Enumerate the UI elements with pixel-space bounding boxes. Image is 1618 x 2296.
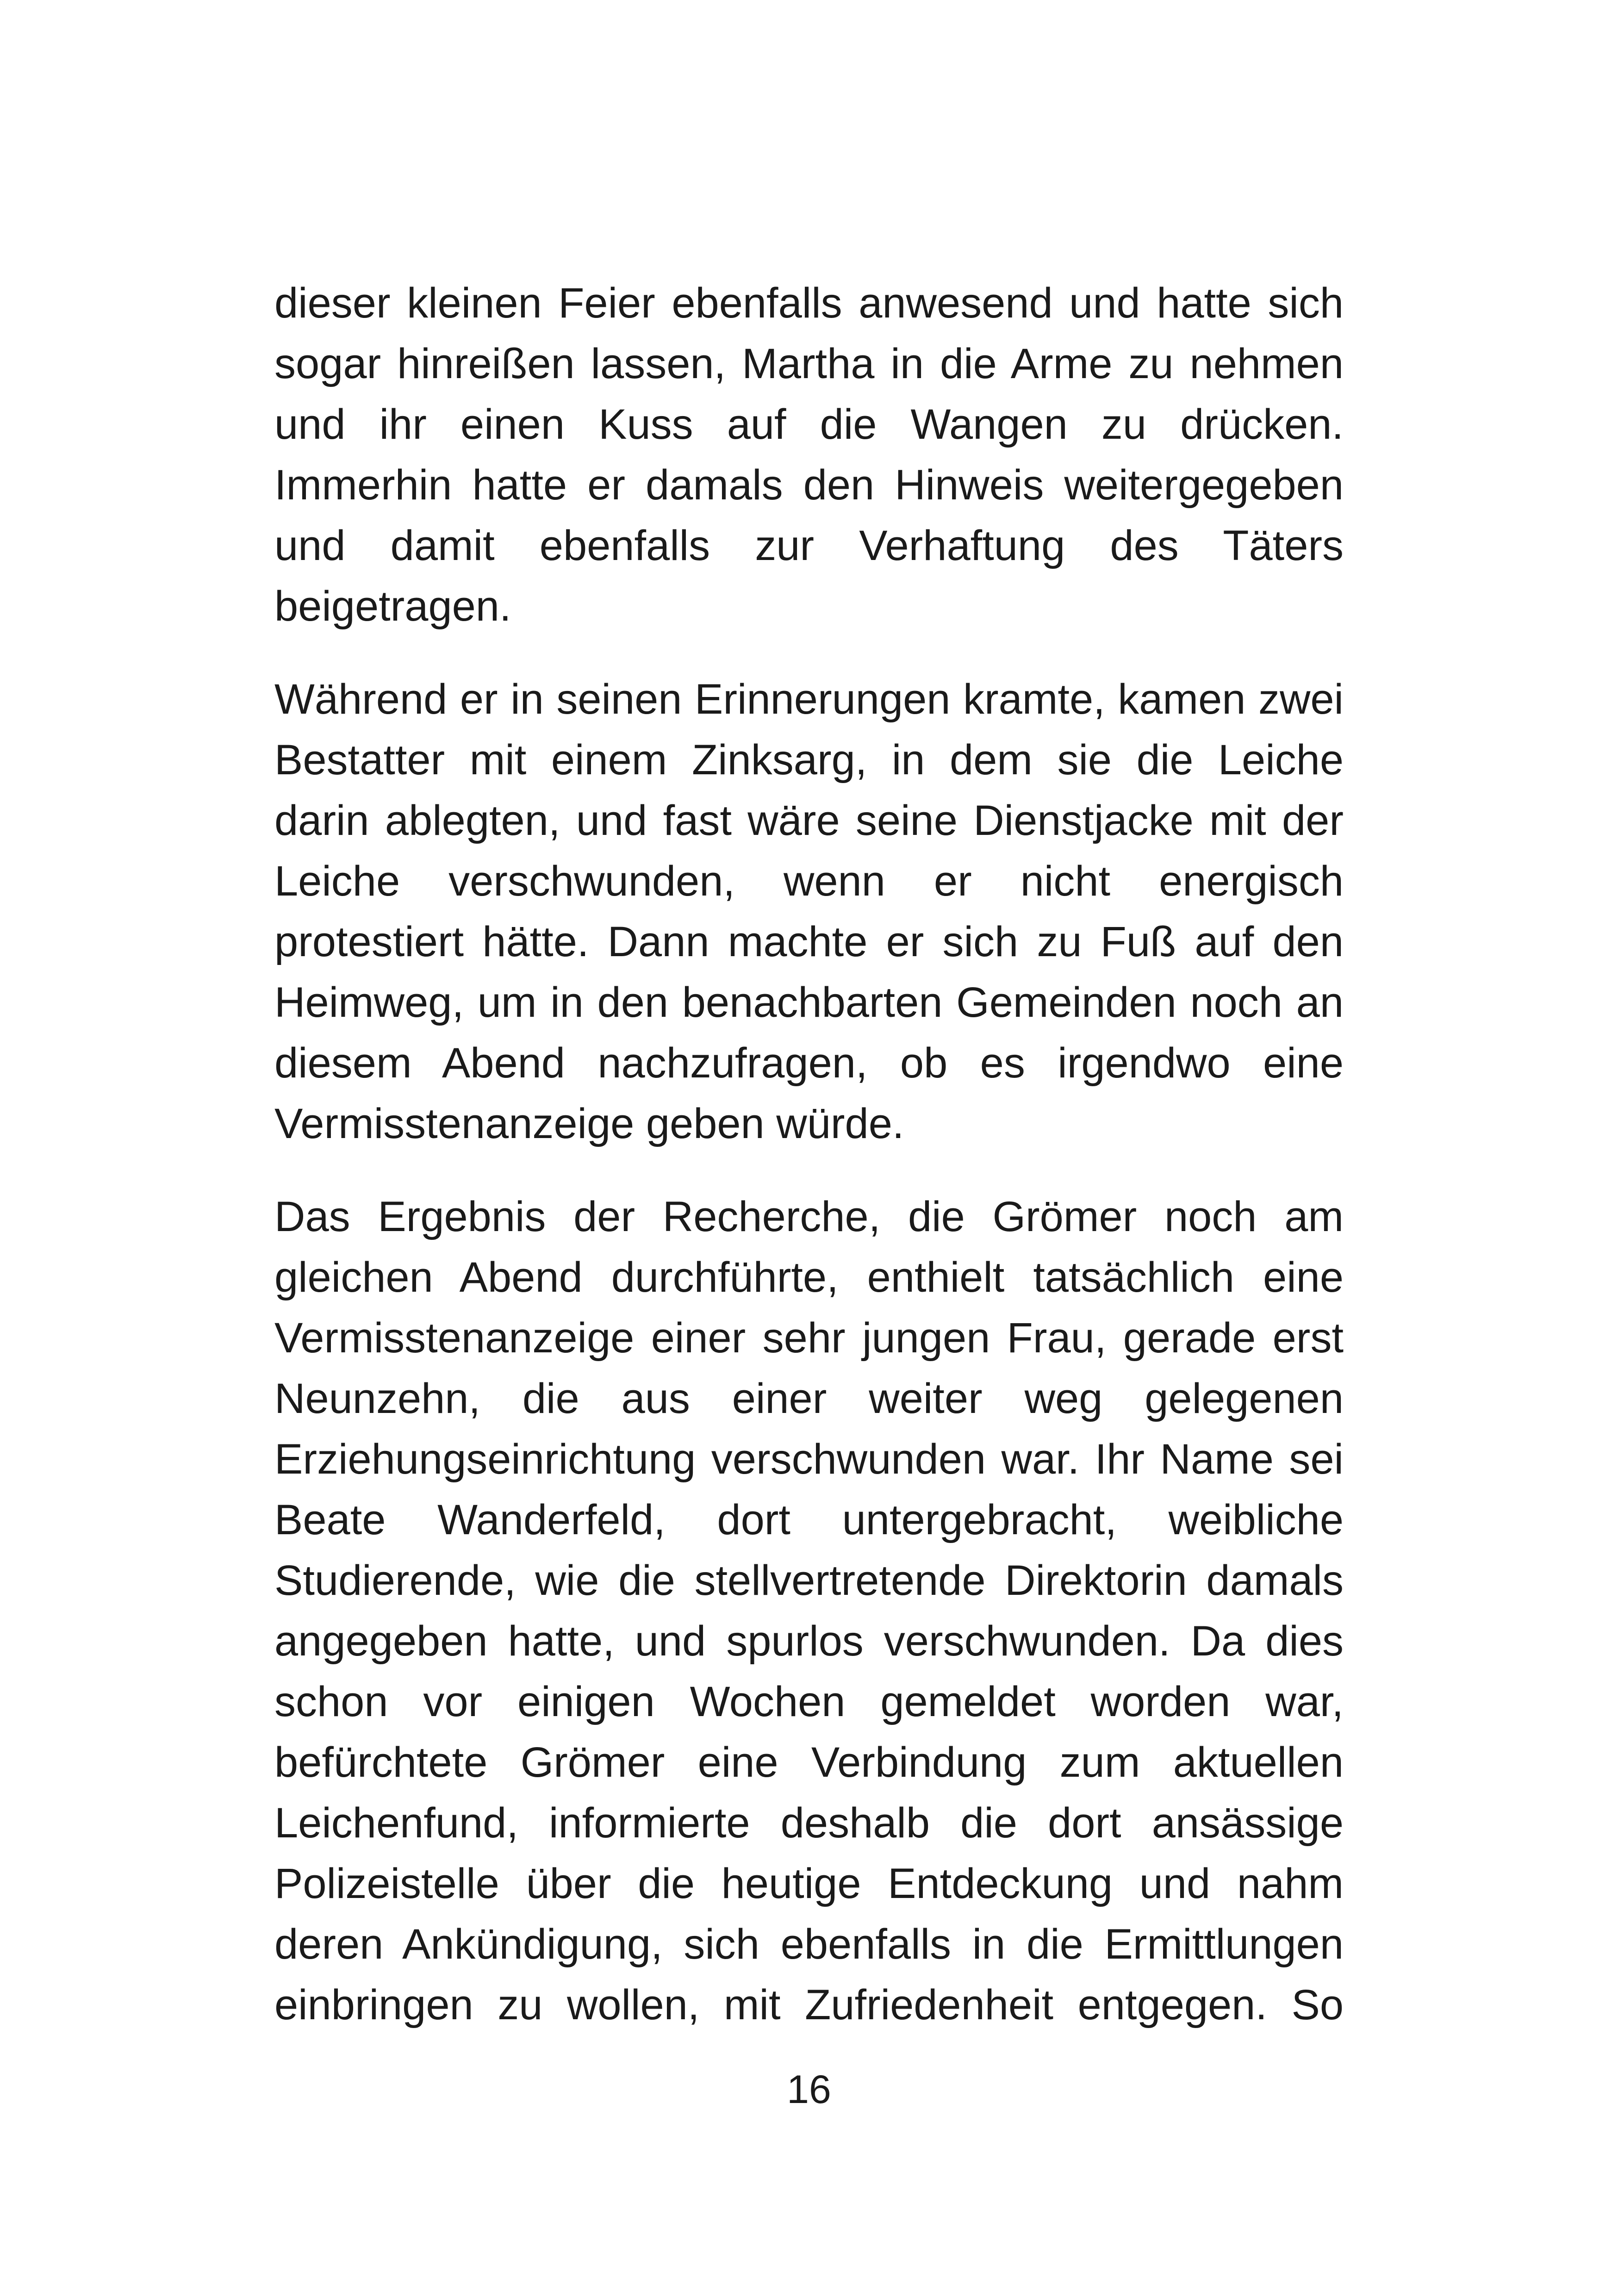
- text-line: Leiche verschwunden, wenn er nicht energisch: [274, 858, 1344, 905]
- text-line: Das Ergebnis der Recherche, die Grömer noch am: [274, 1193, 1344, 1240]
- text-line: Heimweg, um in den benachbarten Gemeinden noch an: [274, 979, 1344, 1026]
- text-line: deren Ankündigung, sich ebenfalls in die Ermittlungen: [274, 1921, 1344, 1968]
- text-line: protestiert hätte. Dann machte er sich zu Fuß auf den: [274, 918, 1344, 965]
- text-line: Während er in seinen Erinnerungen kramte, kamen zwei: [274, 676, 1344, 723]
- text-line: angegeben hatte, und spurlos verschwunden. Da dies: [274, 1618, 1344, 1665]
- text-line: und damit ebenfalls zur Verhaftung des Täters: [274, 522, 1344, 569]
- paragraph-spacer: [274, 637, 1344, 669]
- text-line: befürchtete Grömer eine Verbindung zum aktuellen: [274, 1739, 1344, 1786]
- text-line: beigetragen.: [274, 583, 511, 630]
- text-line: einbringen zu wollen, mit Zufriedenheit entgegen. So: [274, 1981, 1344, 2028]
- text-line: darin ablegten, und fast wäre seine Dienstjacke mit der: [274, 797, 1344, 844]
- text-line: Bestatter mit einem Zinksarg, in dem sie die Leiche: [274, 736, 1344, 784]
- paragraph-1: [274, 273, 1344, 637]
- text-line: Leichenfund, informierte deshalb die dort ansässige: [274, 1799, 1344, 1847]
- text-line: Vermisstenanzeige einer sehr jungen Frau, gerade erst: [274, 1314, 1344, 1362]
- page-number: 16: [787, 2067, 831, 2112]
- paragraph-2: [274, 669, 1344, 1154]
- text-line: Immerhin hatte er damals den Hinweis weitergegeben: [274, 461, 1344, 509]
- text-line: gleichen Abend durchführte, enthielt tatsächlich eine: [274, 1254, 1344, 1301]
- text-line: Polizeistelle über die heutige Entdeckung und nahm: [274, 1860, 1344, 1907]
- body-text: [274, 273, 1344, 2035]
- text-line: Erziehungseinrichtung verschwunden war. Ihr Name sei: [274, 1436, 1344, 1483]
- text-line: schon vor einigen Wochen gemeldet worden war,: [274, 1678, 1344, 1725]
- text-line: Vermisstenanzeige geben würde.: [274, 1100, 904, 1147]
- paragraph-spacer: [274, 1154, 1344, 1187]
- text-line: diesem Abend nachzufragen, ob es irgendwo eine: [274, 1039, 1344, 1087]
- text-line: Studierende, wie die stellvertretende Direktorin damals: [274, 1557, 1344, 1604]
- text-line: und ihr einen Kuss auf die Wangen zu drücken.: [274, 401, 1344, 448]
- text-line: sogar hinreißen lassen, Martha in die Arme zu nehmen: [274, 340, 1344, 387]
- text-line: Beate Wanderfeld, dort untergebracht, weibliche: [274, 1496, 1344, 1543]
- text-line: Neunzehn, die aus einer weiter weg gelegenen: [274, 1375, 1344, 1422]
- text-line: dieser kleinen Feier ebenfalls anwesend und hatte sich: [274, 280, 1344, 327]
- paragraph-3: [274, 1187, 1344, 2035]
